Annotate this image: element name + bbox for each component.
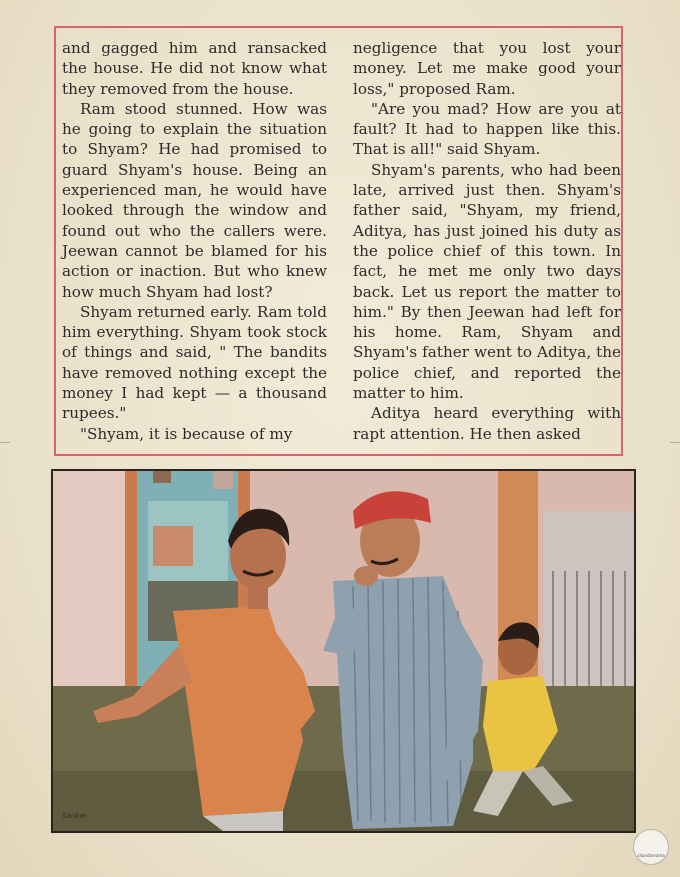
hanging-picture-2: [213, 471, 233, 489]
fold-mark-right: [670, 442, 680, 443]
distant-house: [153, 526, 193, 566]
paragraph: "Shyam, it is because of my: [80, 424, 293, 443]
story-column-left: [62, 38, 327, 444]
hanging-picture: [153, 471, 171, 483]
illustration-scene: [53, 471, 634, 831]
stamp-label: chandamama: [637, 853, 665, 858]
paragraph: Aditya heard everything with rapt attention. He then asked: [353, 404, 621, 443]
paragraph: Shyam returned early. Ram told him everything. Shyam took stock of things and said, " The bandits have removed nothing except the money I had kept — a thousand rupees.": [62, 302, 327, 423]
door-frame-left: [125, 471, 137, 696]
library-stamp: [633, 829, 669, 865]
fold-mark-left: [0, 442, 10, 443]
paragraph: Shyam's parents, who had been late, arrived just then. Shyam's father said, "Shyam, my friend, Aditya, has just joined his duty as the police chief of this town. In fact, he met me only two days back. Let us report the matter to him." By then Jeewan had left for his home. Ram, Shyam and Shyam's father went to Aditya, the police chief, and reported the matter to him.: [353, 160, 621, 403]
paragraph: "Are you mad? How are you at fault? It had to happen like this. That is all!" said Shyam.: [353, 99, 621, 159]
paragraph: Ram stood stunned. How was he going to explain the situation to Shyam? He had promised to guard Shyam's house. Being an experienced man, he would have looked through the window and found out who the callers were. Jeewan cannot be blamed for his action or inaction. But who knew how much Shyam had lost?: [62, 99, 327, 301]
artist-signature: Sankar: [62, 812, 87, 820]
story-illustration: [51, 469, 636, 833]
story-column-right: [353, 38, 621, 444]
paragraph: negligence that you lost your money. Let me make good your loss," proposed Ram.: [353, 39, 621, 98]
paragraph: and gagged him and ransacked the house. He did not know what they removed from the house.: [62, 39, 327, 98]
